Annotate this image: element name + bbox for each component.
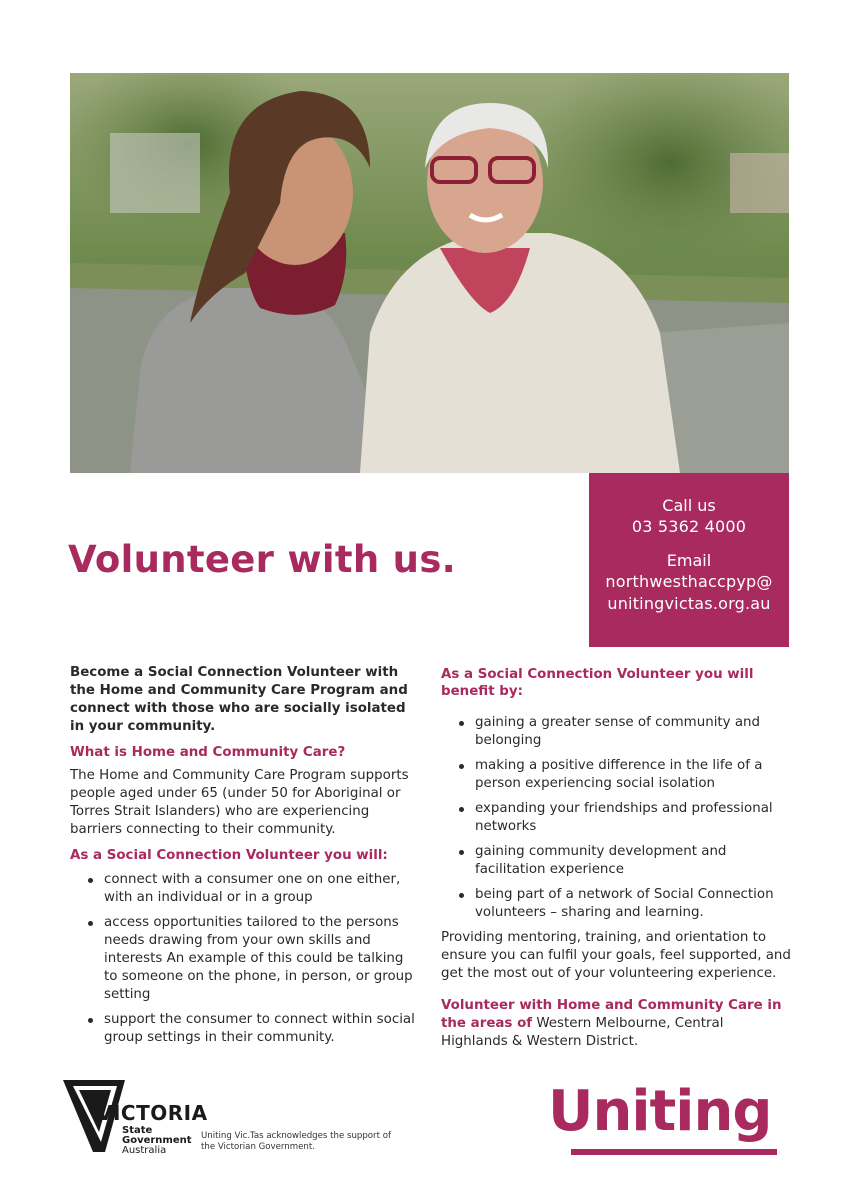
call-us-label: Call us: [662, 496, 716, 515]
hero-photo: [70, 73, 789, 473]
list-item: gaining community development and facilitation experience: [441, 843, 791, 879]
benefit-heading: As a Social Connection Volunteer you will benefit by:: [441, 667, 754, 699]
victoria-wordmark: VICTORIA: [97, 1101, 208, 1125]
email-label: Email: [666, 551, 712, 570]
list-item: access opportunities tailored to the persons needs drawing from your own skills and interests An example of this could be talking to someone on the phone, in person, or group setting: [70, 914, 420, 1004]
uniting-logo: Uniting: [548, 1079, 772, 1144]
what-is-body: The Home and Community Care Program supports people aged under 65 (under 50 for Aboriginal or Torres Strait Islanders) who are experiencing barriers connecting to their community.: [70, 768, 409, 837]
acknowledgement-text: Uniting Vic.Tas acknowledges the support of the Victorian Government.: [201, 1131, 391, 1152]
you-will-list: [70, 871, 420, 1047]
list-item: being part of a network of Social Connection volunteers – sharing and learning.: [441, 886, 791, 922]
contact-panel: [589, 473, 789, 647]
list-item: making a positive difference in the life of a person experiencing social isolation: [441, 757, 791, 793]
page-title: Volunteer with us.: [68, 538, 456, 581]
intro-paragraph: Become a Social Connection Volunteer with the Home and Community Care Program and connect with those who are socially isolated in your community.: [70, 665, 408, 734]
what-is-heading: What is Home and Community Care?: [70, 745, 346, 760]
list-item: support the consumer to connect within social group settings in their community.: [70, 1011, 420, 1047]
providing-paragraph: Providing mentoring, training, and orientation to ensure you can fulfil your goals, feel supported, and get the most out of your volunteering experience.: [441, 930, 791, 981]
areas-lead: Volunteer with Home and Community Care in the areas of: [441, 998, 782, 1031]
email-address-line1[interactable]: northwesthaccpyp@: [605, 572, 773, 591]
areas-list: Western Melbourne, Central Highlands & Western District.: [441, 1016, 724, 1049]
vic-australia: Australia: [122, 1145, 167, 1156]
vic-state: State: [122, 1125, 153, 1136]
list-item: connect with a consumer one on one either, with an individual or in a group: [70, 871, 420, 907]
right-column: [441, 666, 791, 1051]
you-will-heading: As a Social Connection Volunteer you will:: [70, 848, 388, 863]
vic-government: Government: [122, 1135, 192, 1146]
two-women-photo: [70, 73, 789, 473]
left-column: [70, 664, 420, 1054]
areas-paragraph: [441, 997, 791, 1051]
list-item: expanding your friendships and professional networks: [441, 800, 791, 836]
benefit-list: [441, 714, 791, 922]
uniting-logo-underline: [571, 1149, 777, 1155]
email-address-line2[interactable]: unitingvictas.org.au: [607, 594, 771, 613]
victoria-subtitle: [122, 1126, 192, 1156]
phone-number[interactable]: 03 5362 4000: [631, 517, 747, 536]
list-item: gaining a greater sense of community and belonging: [441, 714, 791, 750]
